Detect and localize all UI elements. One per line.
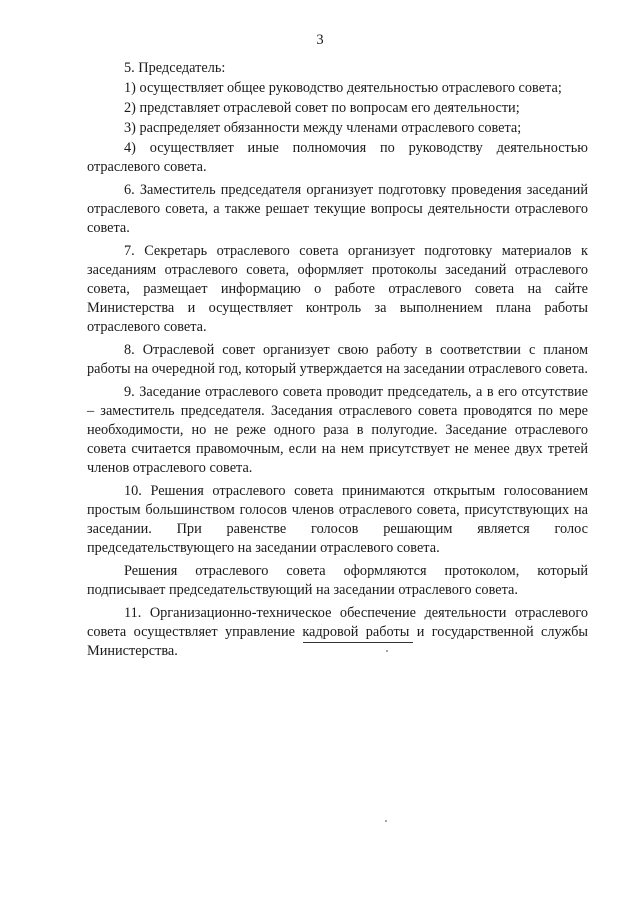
scan-speck <box>386 650 388 652</box>
paragraph-10: 10. Решения отраслевого совета принимаются открытым голосованием простым большинством голосов членов отраслевого совета, присутствующих на заседании. При равенстве голосов решающим является голос председательствующего на заседании отраслевого совета. <box>87 483 588 556</box>
paragraph-11: 11. Организационно-техническое обеспечение деятельности отраслевого совета осуществляет управление кадровой работы и государственной службы Министерства. <box>87 605 588 659</box>
paragraph-5-item-2: 2) представляет отраслевой совет по вопросам его деятельности; <box>124 100 520 116</box>
paragraph-10-continuation: Решения отраслевого совета оформляются протоколом, который подписывает председательствующий на заседании отраслевого совета. <box>87 563 588 598</box>
paragraph-9: 9. Заседание отраслевого совета проводит председатель, а в его отсутствие – заместитель председателя. Заседания отраслевого совета проводятся по мере необходимости, но не реже одного раза в полугодие. Заседание отраслевого совета считается правомочным, если на нем присутствует не менее двух третей членов отраслевого совета. <box>87 384 588 476</box>
paragraph-5-heading: 5. Председатель: <box>124 60 226 76</box>
paragraph-5-item-3: 3) распределяет обязанности между членами отраслевого совета; <box>124 120 522 136</box>
paragraph-5-item-4: 4) осуществляет иные полномочия по руководству деятельностью отраслевого совета. <box>87 140 588 175</box>
document-body <box>87 55 588 661</box>
paragraph-6: 6. Заместитель председателя организует подготовку проведения заседаний отраслевого совета, а также решает текущие вопросы деятельности отраслевого совета. <box>87 182 588 236</box>
page-number: 3 <box>316 32 324 48</box>
paragraph-5-item-1: 1) осуществляет общее руководство деятельностью отраслевого совета; <box>124 80 562 96</box>
paragraph-7: 7. Секретарь отраслевого совета организует подготовку материалов к заседаниям отраслевого совета, оформляет протоколы заседаний отраслевого совета, размещает информацию о работе отраслевого совета на сайте Министерства и осуществляет контроль за выполнением плана работы отраслевого совета. <box>87 243 588 335</box>
paragraph-8: 8. Отраслевой совет организует свою работу в соответствии с планом работы на очередной год, который утверждается на заседании отраслевого совета. <box>87 342 588 377</box>
end-of-document-rule <box>303 642 413 643</box>
scan-speck <box>385 820 387 822</box>
